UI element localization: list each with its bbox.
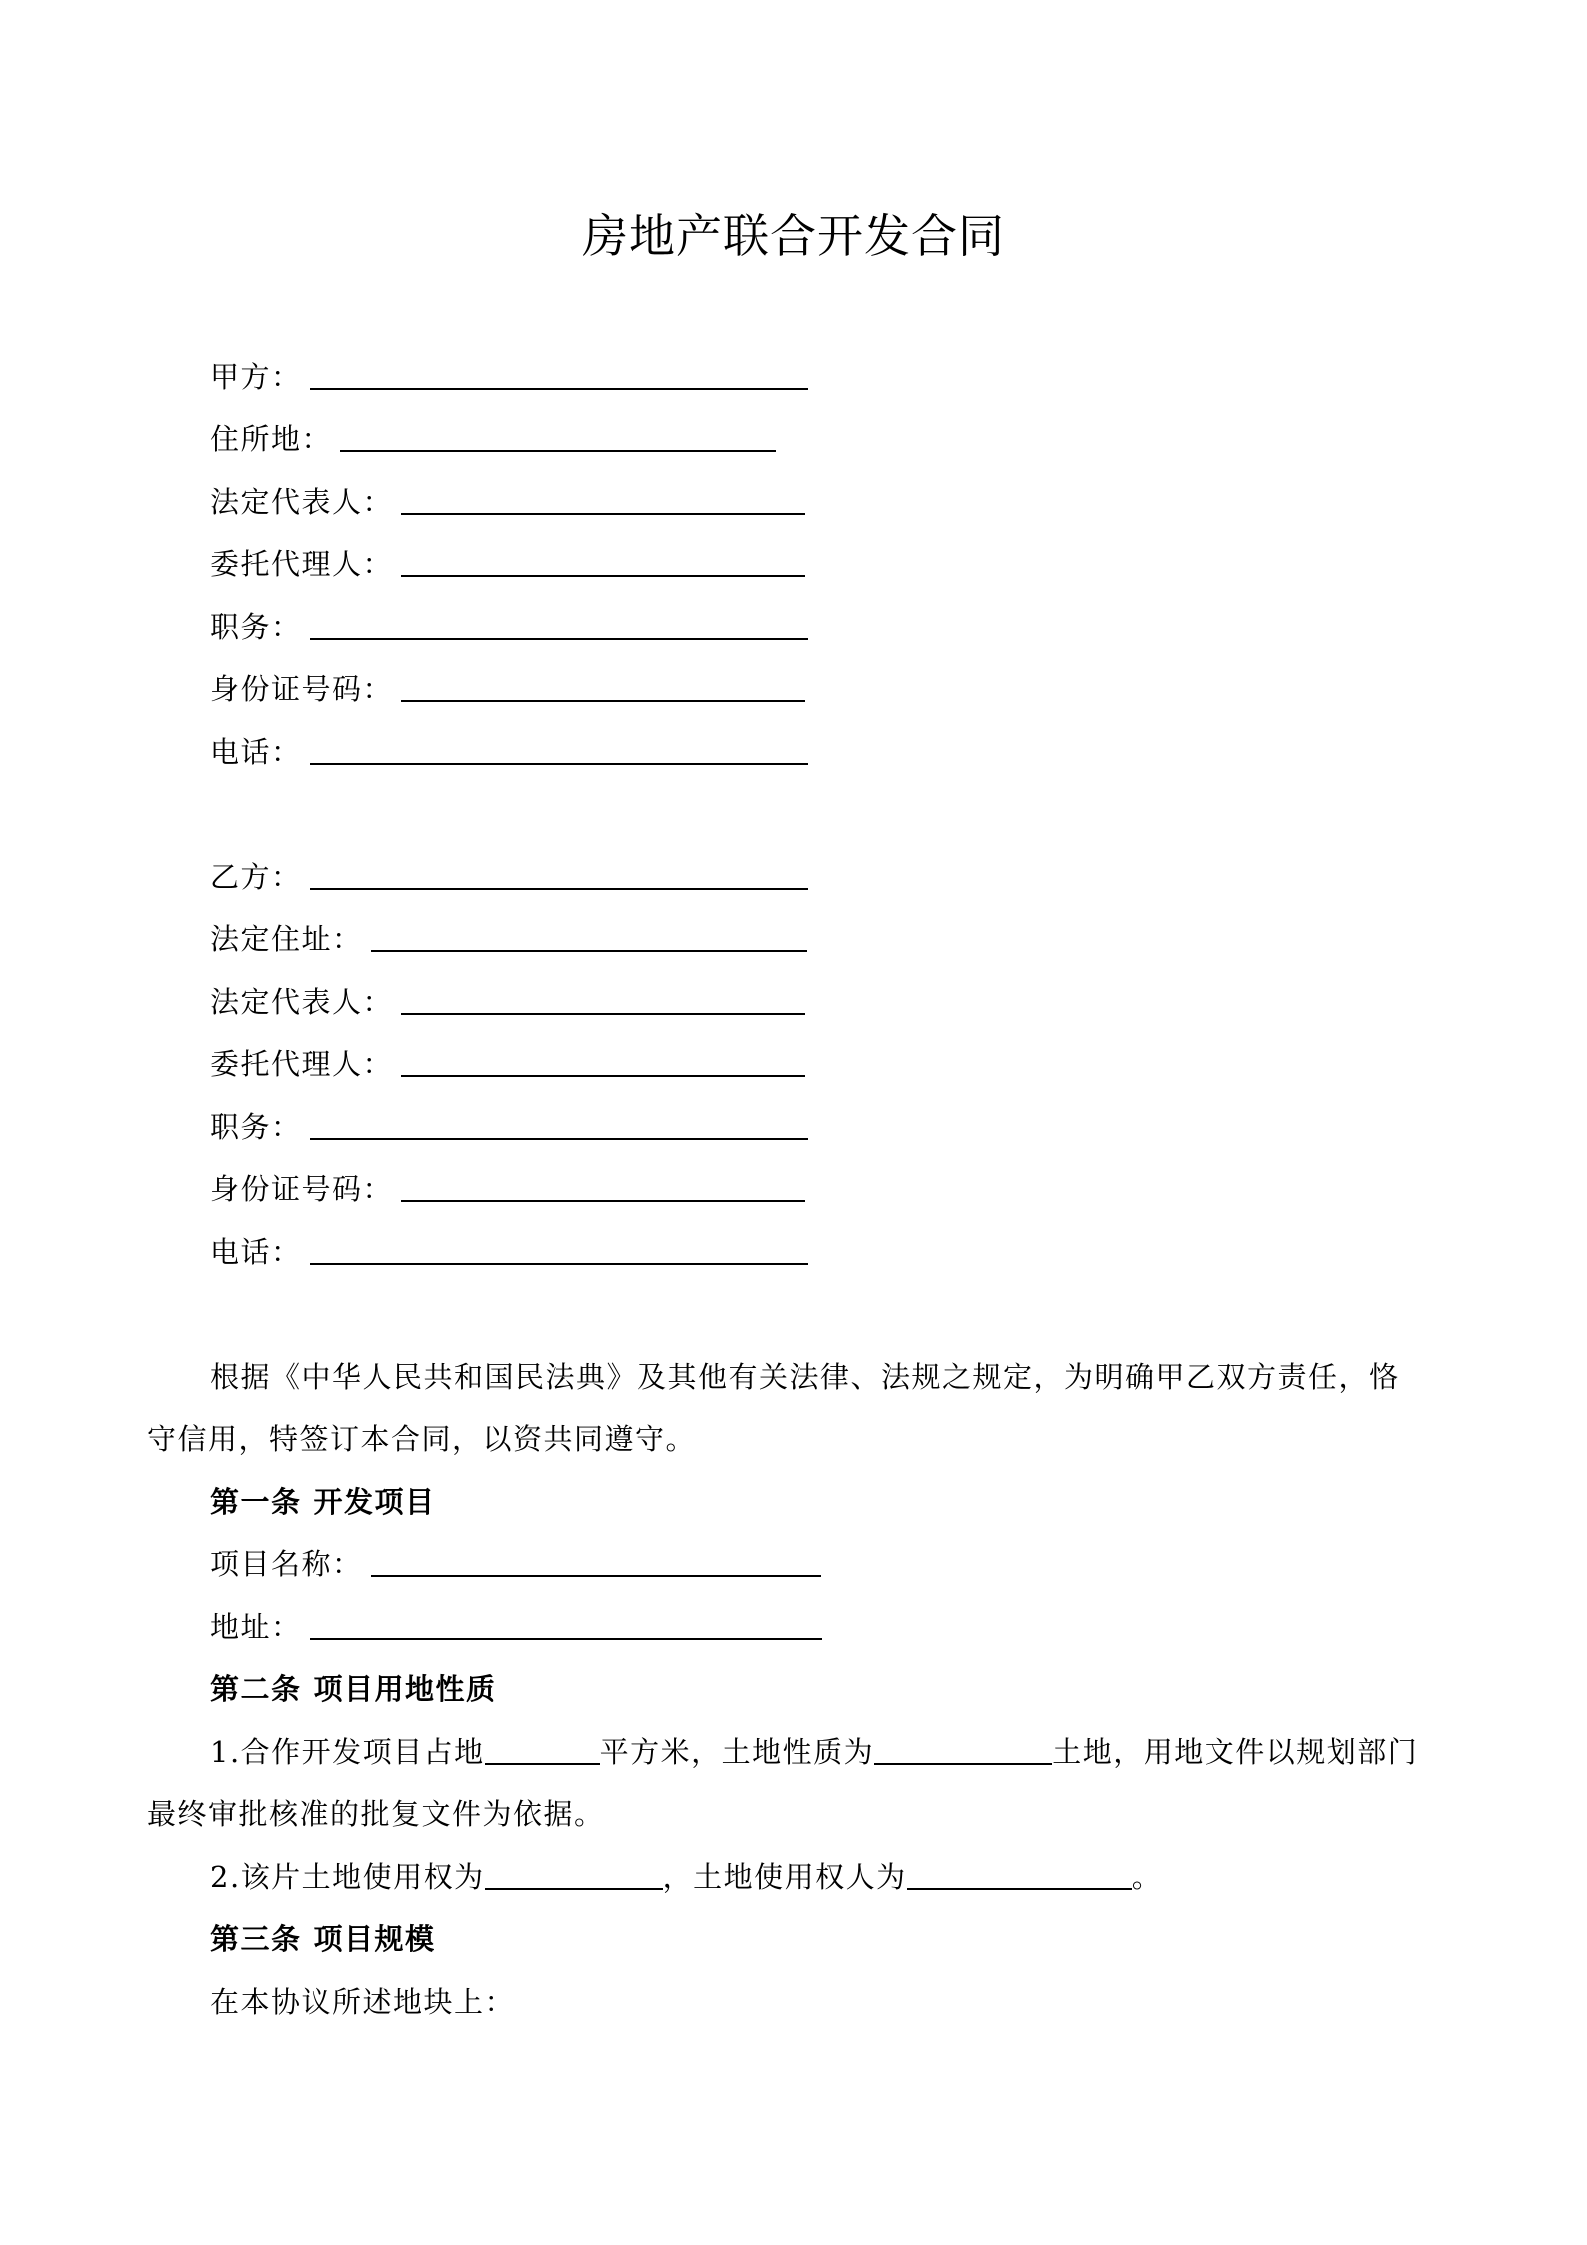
article-2-number: 第二条 [210,1672,302,1706]
clause-1-text-b: 平方米，土地性质为 [599,1735,875,1769]
party-b-legal-rep-field[interactable] [401,971,805,1015]
project-address-field[interactable] [310,1596,822,1640]
article-2-clause-1 [210,1721,1418,1783]
party-a-legal-rep-label: 法定代表人： [210,485,394,519]
party-b-agent-label: 委托代理人： [210,1047,394,1081]
project-name-field[interactable] [371,1533,821,1577]
article-2-clause-2 [210,1846,1162,1908]
party-a-address-field[interactable] [340,408,776,452]
preamble-line-2: 守信用，特签订本合同，以资共同遵守。 [147,1422,697,1456]
article-3-text: 在本协议所述地块上： [210,1985,516,2019]
clause-1-text-a: 1.合作开发项目占地 [210,1735,485,1769]
article-2-clause-1-continued: 最终审批核准的批复文件为依据。 [147,1797,605,1831]
party-a-phone-row [210,721,808,783]
land-area-field[interactable] [485,1721,600,1765]
party-a-name-label: 甲方： [210,360,302,394]
party-a-agent-label: 委托代理人： [210,547,394,581]
project-address-label: 地址： [210,1610,302,1644]
project-name-row [210,1533,821,1595]
party-a-position-field[interactable] [310,596,808,640]
party-a-position-row [210,596,808,658]
party-b-name-label: 乙方： [210,860,302,894]
party-a-position-label: 职务： [210,610,302,644]
party-b-phone-label: 电话： [210,1235,302,1269]
document-title: 房地产联合开发合同 [582,209,1005,263]
party-b-position-field[interactable] [310,1096,808,1140]
article-1-title: 开发项目 [313,1485,436,1519]
clause-2-text-a: 2.该片土地使用权为 [210,1860,485,1894]
party-a-address-label: 住所地： [210,422,333,456]
party-b-id-row [210,1158,805,1220]
article-1-heading [210,1471,436,1533]
party-a-id-row [210,658,805,720]
party-b-agent-field[interactable] [401,1033,805,1077]
article-2-title: 项目用地性质 [313,1672,497,1706]
party-b-phone-field[interactable] [310,1221,808,1265]
party-a-name-row [210,346,808,408]
party-b-agent-row [210,1033,805,1095]
land-nature-field[interactable] [874,1721,1052,1765]
party-b-address-field[interactable] [371,908,807,952]
land-right-holder-field[interactable] [907,1846,1132,1890]
article-1-number: 第一条 [210,1485,302,1519]
article-2-heading [210,1658,497,1720]
project-address-row [210,1596,822,1658]
party-b-address-row [210,908,807,970]
project-name-label: 项目名称： [210,1547,363,1581]
party-a-id-field[interactable] [401,658,805,702]
party-a-legal-rep-row [210,471,805,533]
party-a-legal-rep-field[interactable] [401,471,805,515]
article-3-title: 项目规模 [313,1922,436,1956]
party-a-agent-field[interactable] [401,533,805,577]
party-a-agent-row [210,533,805,595]
clause-1-text-c: 土地，用地文件以规划部门 [1052,1735,1419,1769]
party-b-address-label: 法定住址： [210,922,363,956]
party-b-id-field[interactable] [401,1158,805,1202]
clause-2-text-c: 。 [1131,1860,1163,1894]
party-b-legal-rep-label: 法定代表人： [210,985,394,1019]
party-a-phone-label: 电话： [210,735,302,769]
party-b-name-field[interactable] [310,846,808,890]
clause-2-text-b: ，土地使用权人为 [662,1860,907,1894]
article-3-number: 第三条 [210,1922,302,1956]
party-a-phone-field[interactable] [310,721,808,765]
party-b-name-row [210,846,808,908]
party-b-position-row [210,1096,808,1158]
party-b-phone-row [210,1221,808,1283]
party-a-name-field[interactable] [310,346,808,390]
party-b-id-label: 身份证号码： [210,1172,394,1206]
article-3-heading [210,1908,436,1970]
party-b-position-label: 职务： [210,1110,302,1144]
party-a-address-row [210,408,776,470]
party-a-id-label: 身份证号码： [210,672,394,706]
preamble-line-1: 根据《中华人民共和国民法典》及其他有关法律、法规之规定，为明确甲乙双方责任，恪 [210,1360,1400,1394]
party-b-legal-rep-row [210,971,805,1033]
land-use-right-field[interactable] [485,1846,663,1890]
